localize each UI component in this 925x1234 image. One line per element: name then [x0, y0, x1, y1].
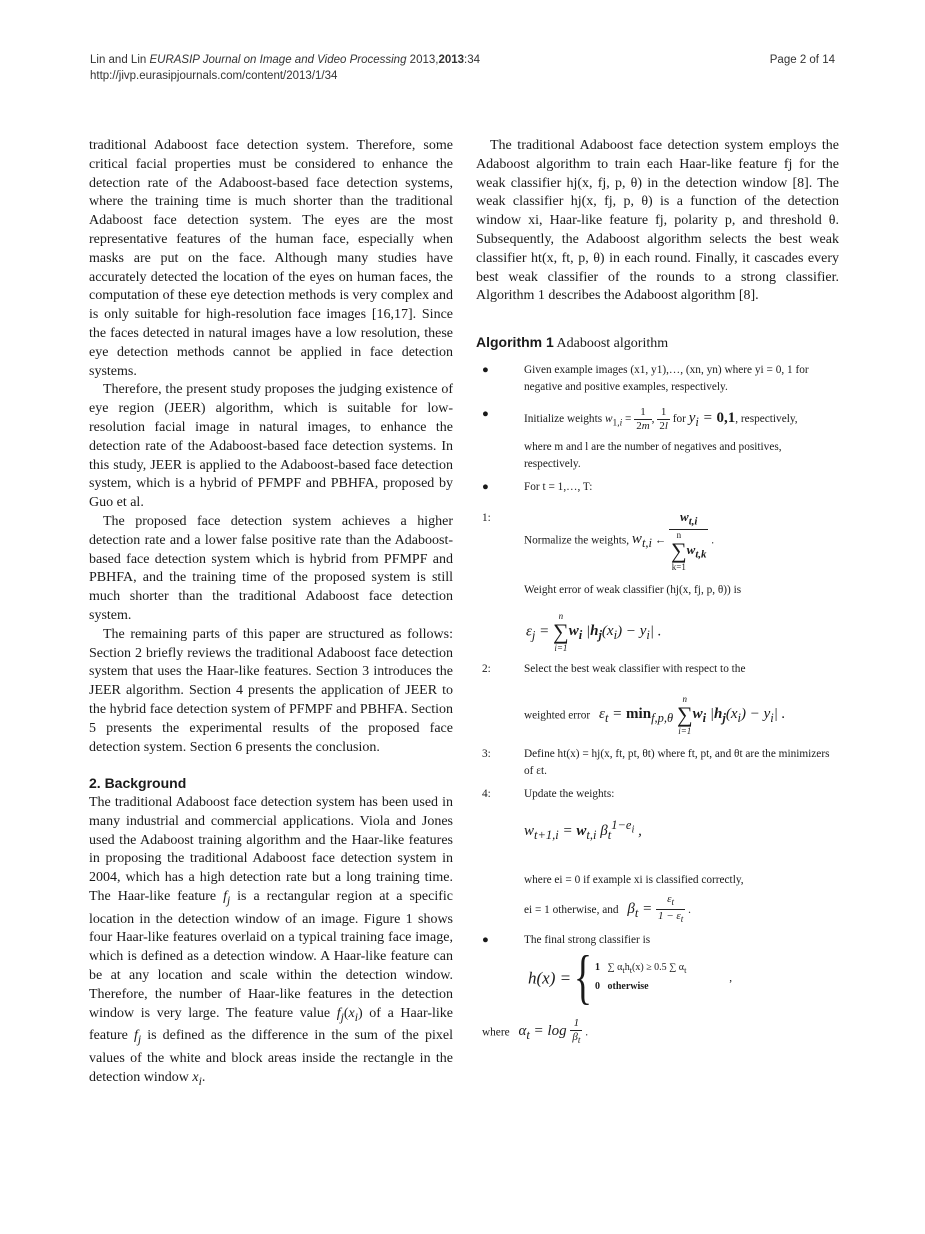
paragraph: The remaining parts of this paper are structured as follows: Section 2 briefly reviews the traditional Adaboost face detection system that uses the Haar-like features. Section 3 introduces the JEER algorithm. Section 4 presents the application of JEER to the hybrid face detection system of PFMPF and PBHFA. Section 5 presents the experimental results of the proposed face detection system. Section 6 presents the conclusion.: [89, 626, 453, 755]
paragraph: The traditional Adaboost face detection system has been used in many industrial and commercial applications. Viola and Jones used the Adaboost training algorithm and the Haar-like features in proposing the traditional Adaboost face detection system in 2004, which has a high detection rate but a long training time. The Haar-like feature $f_j$ is a rectangular region at a specific location in the detection window of an image. Figure 1 shows four Haar-like features overlaid on a typical training face image, which is defined as a detection window. A Haar-like feature can be at any location and scale within the detection window. Therefore, the number of Haar-like features in the detection window is very large. The feature value $f_j(x_i)$ of a Haar-like feature $f_j$ is defined as the difference in the sum of the pixel values of the white and block areas inside the rectangle in the detection window $x_i$.: [89, 795, 453, 1088]
algorithm-step: 4: Update the weights: $w_{t+1,i} = w_{t,i}$ $\beta_t^{1-e_i}$ , where ei = 0 if example xi is classified correctly, ei = 1 otherwise, and $\beta_t$ = $\frac{\varepsilon_t}{1 - \varepsilon_t}$ .: [482, 787, 744, 924]
paragraph: The proposed face detection system achieves a higher detection rate and a lower false positive rate than the Adaboost-based face detection system which is hybrid from PFMPF and PBHFA, and the training time of the proposed system is still much shorter than the traditional Adaboost face detection system.: [89, 513, 453, 623]
header-journal: EURASIP Journal on Image and Video Processing: [149, 54, 407, 66]
citation-line: [90, 52, 835, 68]
paragraph: The traditional Adaboost face detection system employs the Adaboost algorithm to train each Haar-like feature fj for the weak classifier hj(x, fj, p, θ) in the detection window [8]. The weak classifier hj(x, fj, p, θ) is a function of the detection window xi, Haar-like feature fj, polarity p, and threshold θ. Subsequently, the Adaboost algorithm selects the best weak classifier ht(x, ft, p, θ) in each round. Finally, it cascades every best weak classifier of the rounds to a strong classifier. Algorithm 1 describes the Adaboost algorithm [8].: [476, 138, 839, 304]
algorithm-box: [476, 362, 839, 1047]
paragraph: traditional Adaboost face detection system. Therefore, some critical facial properties must be considered to enhance the detection rate of the Adaboost-based face detection systems, where the training time is much shorter than the traditional Adaboost face detection system. The eyes are the most representative features of the human face, especially when masks are put on the face. Although many studies have accurately detected the location of the eyes on human faces, the computation of these eye detection methods is very complex and is only suitable for high-resolution face images [16,17]. Since the faces detected in natural images have a low resolution, these eye detection methods cannot be applied in face detection systems.: [89, 138, 453, 379]
algorithm-bullet: ● The final strong classifier is: [482, 933, 651, 946]
algorithm-bullet: ● Initialize weights $w_{1,i}$ = $\frac{1}{2m}$ , $\frac{1}{2l}$ for $y_i = 0,1$, respectively, where m and l are the number of negatives and positives, respectively.: [482, 405, 798, 470]
header-volume: 2013: [438, 54, 465, 66]
left-column: [89, 137, 453, 1091]
running-header: [90, 52, 835, 84]
header-article: :34: [464, 54, 481, 66]
header-authors: Lin and Lin: [90, 54, 147, 66]
algorithm-step: 3: Define ht(x) = hj(x, ft, pt, θt) where ft, pt, and θt are the minimizers of εt.: [482, 747, 830, 777]
algorithm-step: 1: Normalize the weights, $w_{t,i}$ ← $w_{t,i}$ n ∑ k=1 $w_{t,k}$ . Weight error of weak classifier (hj(x, fj, p, θ)) is $\varepsilon_j$ = n ∑ i=1 $w_i$ $|h_j(x_i) - y_i|$ .: [482, 508, 742, 653]
algorithm-caption: Algorithm 1 Adaboost algorithm: [476, 334, 669, 352]
algorithm-step: 2: Select the best weak classifier with respect to the weighted error $\varepsilon_t = \min_{f,p,\theta}$ n ∑ i=1 $w_i$ $|h_j(x_i) - y_i|$ .: [482, 662, 786, 736]
page-number: Page 2 of 14: [769, 54, 835, 66]
paragraph: Therefore, the present study proposes the judging existence of eye region (JEER) algorithm, which is suitable for low-resolution facial image in natural images, to enhance the detection rate of the Adaboost-based face detection systems. In this study, JEER is applied to the Adaboost-based face detection system, which is a hybrid of PFMPF and PBHFA, proposed by Guo et al.: [89, 382, 453, 511]
strong-classifier-equation: h(x) = { 1 ∑ $\alpha_th_t(x) \ge 0.5$ ∑ $\alpha_t$ 0 otherwise ,: [528, 944, 733, 1012]
section-heading: 2. Background: [89, 775, 187, 792]
algorithm-bullet: ● Given example images (x1, y1),…, (xn, yn) where yi = 0, 1 for negative and positive examples, respectively.: [482, 363, 809, 393]
header-year: 2013,: [409, 54, 439, 66]
header-url[interactable]: http://jivp.eurasipjournals.com/content/2013/1/34: [90, 70, 338, 82]
right-column: [476, 137, 839, 1047]
alpha-definition: where $\alpha_t = \log$ $\frac{1}{\beta_t}$ .: [482, 1016, 589, 1046]
algorithm-bullet: ● For t = 1,…, T:: [482, 480, 593, 493]
